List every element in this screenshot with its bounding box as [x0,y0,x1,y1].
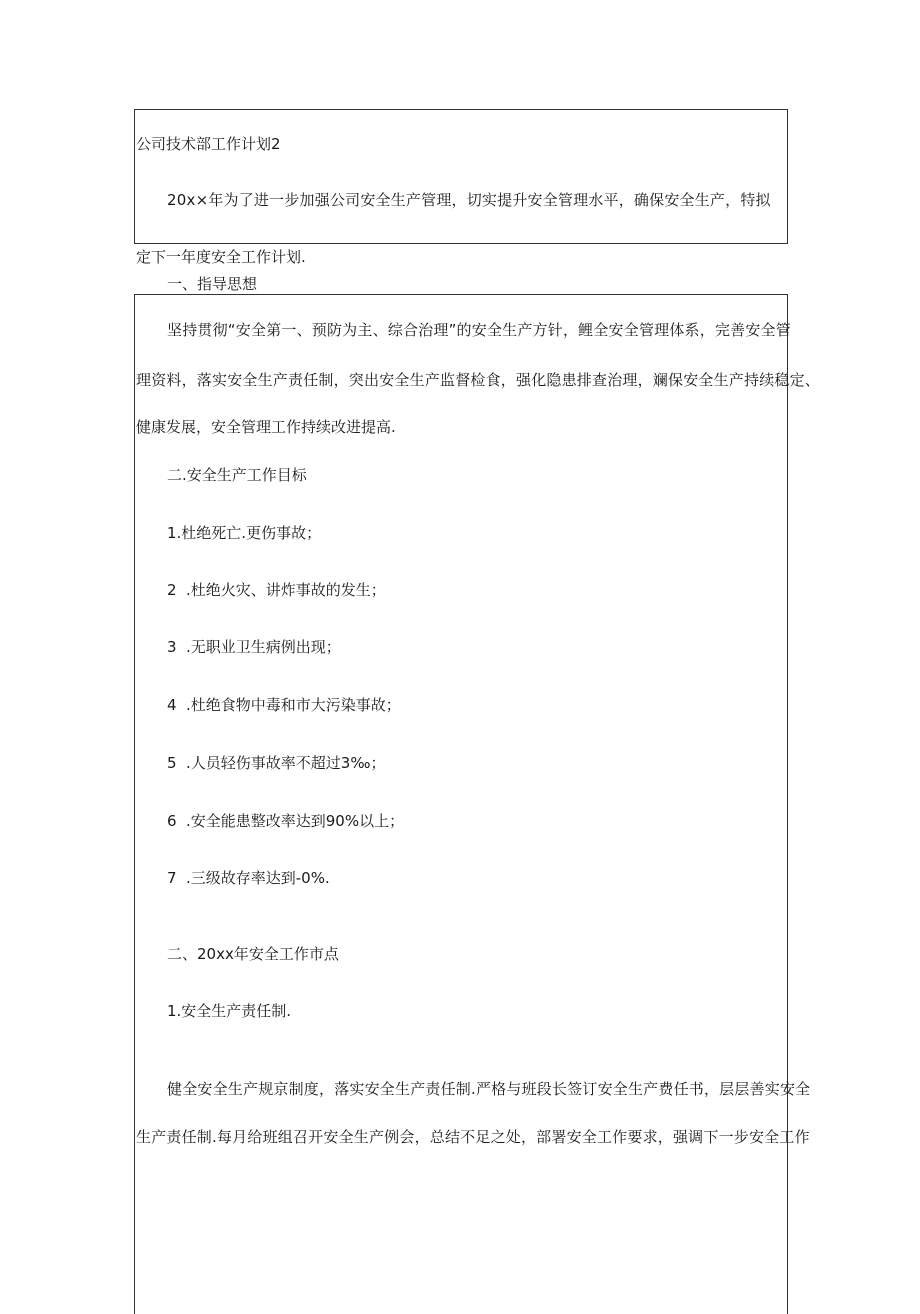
goal-item [167,753,385,773]
document-title: 公司技术部工作计划2 [136,135,281,153]
goal-number: 7 [167,869,177,887]
guiding-para-line-3: 健康发展，安全管理工作持续改进提高. [136,418,396,436]
goal-text: .杜绝火灾、讲炸事故的发生； [186,581,386,599]
responsibility-para-line-2: 生产责任制.每月给班组召开安全生产例会，总结不足之处，部署安全工作要求，强调下一步安全工作 [136,1128,810,1146]
intro-line-1: 20x×年为了进一步加强公司安全生产管理，切实提升安全管理水平，确保安全生产，特拟 [167,191,771,209]
item-heading-responsibility: 1.安全生产责任制. [167,1002,292,1020]
guiding-para-line-1: 坚持贯彻“安全第一、预防为主、综合治理”的安全生产方针，鲤全安全管理体系，完善安全管 [167,321,791,339]
guiding-para-line-2: 理资料，落实安全生产责任制，突出安全生产监督检食，强化隐患排查治理，斓保安全生产持续稳定、 [136,371,821,389]
goal-number: 6 [167,812,177,830]
goal-text: .三级故存率达到-0%. [186,869,330,887]
goal-number: 3 [167,638,177,656]
goal-text: .人员轻伤事故率不超过3‰； [186,754,386,772]
goal-item [167,637,341,657]
goal-number: 5 [167,754,177,772]
goal-text: .杜绝食物中毒和市大污染事故； [186,696,401,714]
goal-text: .无职业卫生病例出现； [186,638,341,656]
goal-number: 2 [167,581,177,599]
goal-item [167,811,404,831]
title-box [134,109,788,244]
goal-item [167,523,321,543]
goal-item [167,580,386,600]
goal-number: 4 [167,696,177,714]
intro-line-2: 定下一年度安全工作计划. [136,248,306,266]
section-heading-key-points: 二、20xx年安全工作市点 [167,945,339,963]
goal-item [167,868,330,888]
section-heading-guiding-principle: 一、指导思想 [167,275,258,293]
goal-text: 1.杜绝死亡.更伤事故； [167,524,322,542]
goal-item [167,695,401,715]
goal-text: .安全能患整改率达到90%以上； [186,812,405,830]
section-heading-safety-goals: 二.安全生产工作目标 [167,466,307,484]
content-box [134,294,788,1314]
responsibility-para-line-1: 健全安全生产规京制度，落实安全生产责任制.严格与班段长签订安全生产费任书，层层善实安全 [167,1080,811,1098]
